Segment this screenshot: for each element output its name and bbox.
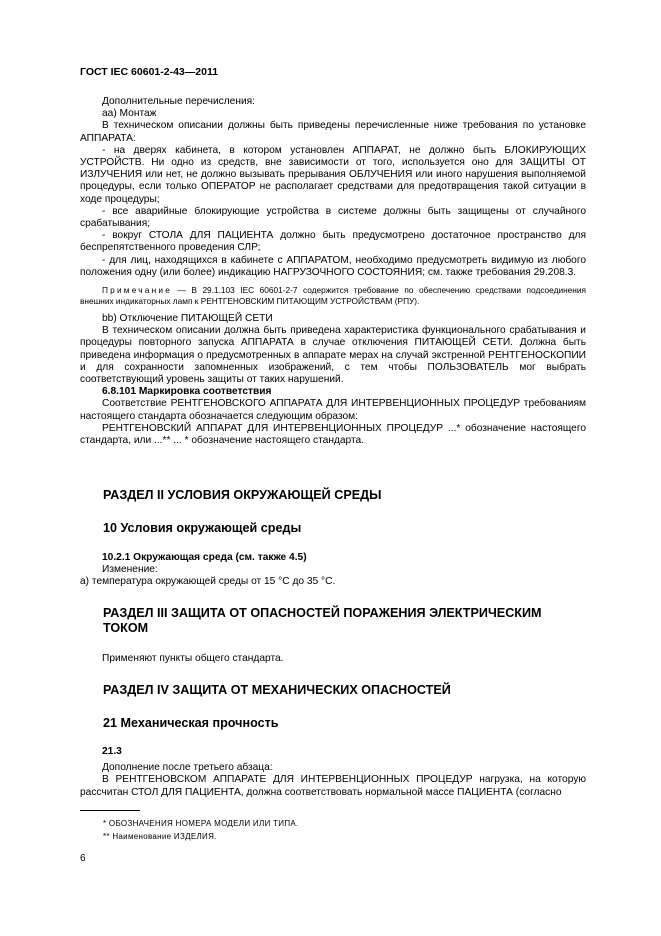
paragraph: В техническом описании должна быть приведена характеристика функционального срабатывания и процедуры повторного запуска АППАРАТА в случае отключения ПИТАЮЩЕЙ СЕТИ. Должна быть приведена информация о предусмотренных в аппарате мерах на случай экстренной РЕНТГЕНОСКОПИИ и для сохранности запомненных изображений, с тем чтобы ПОЛЬЗОВАТЕЛЬ мог выбрать соответствующий уровень защиты от таких нарушений. [80, 325, 586, 386]
paragraph: В РЕНТГЕНОВСКОМ АППАРАТЕ ДЛЯ ИНТЕРВЕНЦИОННЫХ ПРОЦЕДУР нагрузка, на которую рассчитан СТОЛ ДЛЯ ПАЦИЕНТА, должна соответствовать нормальной массе ПАЦИЕНТА (согласно [80, 774, 586, 798]
paragraph: Дополнение после третьего абзаца: [102, 762, 273, 774]
note [80, 285, 586, 307]
page-number: 6 [80, 853, 86, 864]
subsection-heading: 6.8.101 Маркировка соответствия [102, 386, 272, 398]
paragraph: а) температура окружающей среды от 15 °С до 35 °С. [80, 576, 336, 588]
section-text-block-1 [80, 96, 586, 447]
paragraph: bb) Отключение ПИТАЮЩЕЙ СЕТИ [102, 313, 273, 325]
section-heading: РАЗДЕЛ II УСЛОВИЯ ОКРУЖАЮЩЕЙ СРЕДЫ [103, 488, 382, 502]
section-heading: РАЗДЕЛ IV ЗАЩИТА ОТ МЕХАНИЧЕСКИХ ОПАСНОСТЕЙ [103, 683, 451, 697]
document-header: ГОСТ IEC 60601-2-43—2011 [80, 66, 219, 78]
section-text-block-4 [80, 746, 586, 799]
footnote-separator [80, 810, 140, 811]
note-text: — В 29.1.103 IEC 60601-2-7 содержится требование по обеспечению средствами подсоединения внешних индикаторных ламп к РЕНТГЕНОВСКИМ ПИТАЮЩИМ УСТРОЙСТВАМ (РПУ). [80, 285, 586, 307]
section-heading: РАЗДЕЛ III ЗАЩИТА ОТ ОПАСНОСТЕЙ ПОРАЖЕНИЯ ЭЛЕКТРИЧЕСКИМ ТОКОМ [103, 606, 542, 635]
list-item: - все аварийные блокирующие устройства в системе должны быть защищены от случайного срабатывания; [80, 205, 586, 230]
section-heading: 10 Условия окружающей среды [103, 521, 302, 535]
footnote: * ОБОЗНАЧЕНИЯ НОМЕРА МОДЕЛИ ИЛИ ТИПА. [103, 819, 299, 828]
paragraph: Применяют пункты общего стандарта. [102, 653, 284, 664]
subsection-heading: 21.3 [102, 746, 122, 757]
paragraph: Соответствие РЕНТГЕНОВСКОГО АППАРАТА ДЛЯ ИНТЕРВЕНЦИОННЫХ ПРОЦЕДУР требованиям настоящего стандарта обозначается следующим образом: [80, 398, 586, 422]
note-label: Примечание [102, 285, 173, 296]
list-item: - для лиц, находящихся в кабинете с АППАРАТОМ, необходимо предусмотреть видимую из любого положения одну (или более) индикацию НАГРУЗОЧНОГО СОСТОЯНИЯ; см. также требования 29.208.3. [80, 254, 586, 278]
subsection-heading: 10.2.1 Окружающая среда (см. также 4.5) [102, 552, 307, 563]
footnote: ** Наименование ИЗДЕЛИЯ. [103, 832, 217, 841]
section-text-block-2 [80, 552, 586, 589]
paragraph: РЕНТГЕНОВСКИЙ АППАРАТ ДЛЯ ИНТЕРВЕНЦИОННЫХ ПРОЦЕДУР ...* обозначение настоящего стандарта, или ...** ... * обозначение настоящего стандарта. [80, 422, 586, 447]
section-heading: 21 Механическая прочность [103, 716, 279, 730]
paragraph: В техническом описании должны быть приведены перечисленные ниже требования по установке АППАРАТА: [80, 120, 586, 144]
paragraph: Дополнительные перечисления: [102, 96, 256, 107]
list-item: - на дверях кабинета, в котором установлен АППАРАТ, не должно быть БЛОКИРУЮЩИХ УСТРОЙСТВ. Ни одно из средств, вне зависимости от того, используется оно для ЗАЩИТЫ ОТ ИЗЛУЧЕНИЯ или нет, не должно вызывать прерывания ОБЛУЧЕНИЯ или иного нарушения выполняемой процедуры, если только ОПЕРАТОР не располагает средствами для предотвращения такой ситуации в ходе процедуры; [80, 144, 586, 205]
section-text-block-3 [80, 653, 586, 665]
paragraph: aa) Монтаж [102, 108, 157, 120]
list-item: - вокруг СТОЛА ДЛЯ ПАЦИЕНТА должно быть предусмотрено достаточное пространство для беспрепятственного проведения СЛР; [80, 230, 586, 254]
paragraph: Изменение: [102, 564, 158, 576]
